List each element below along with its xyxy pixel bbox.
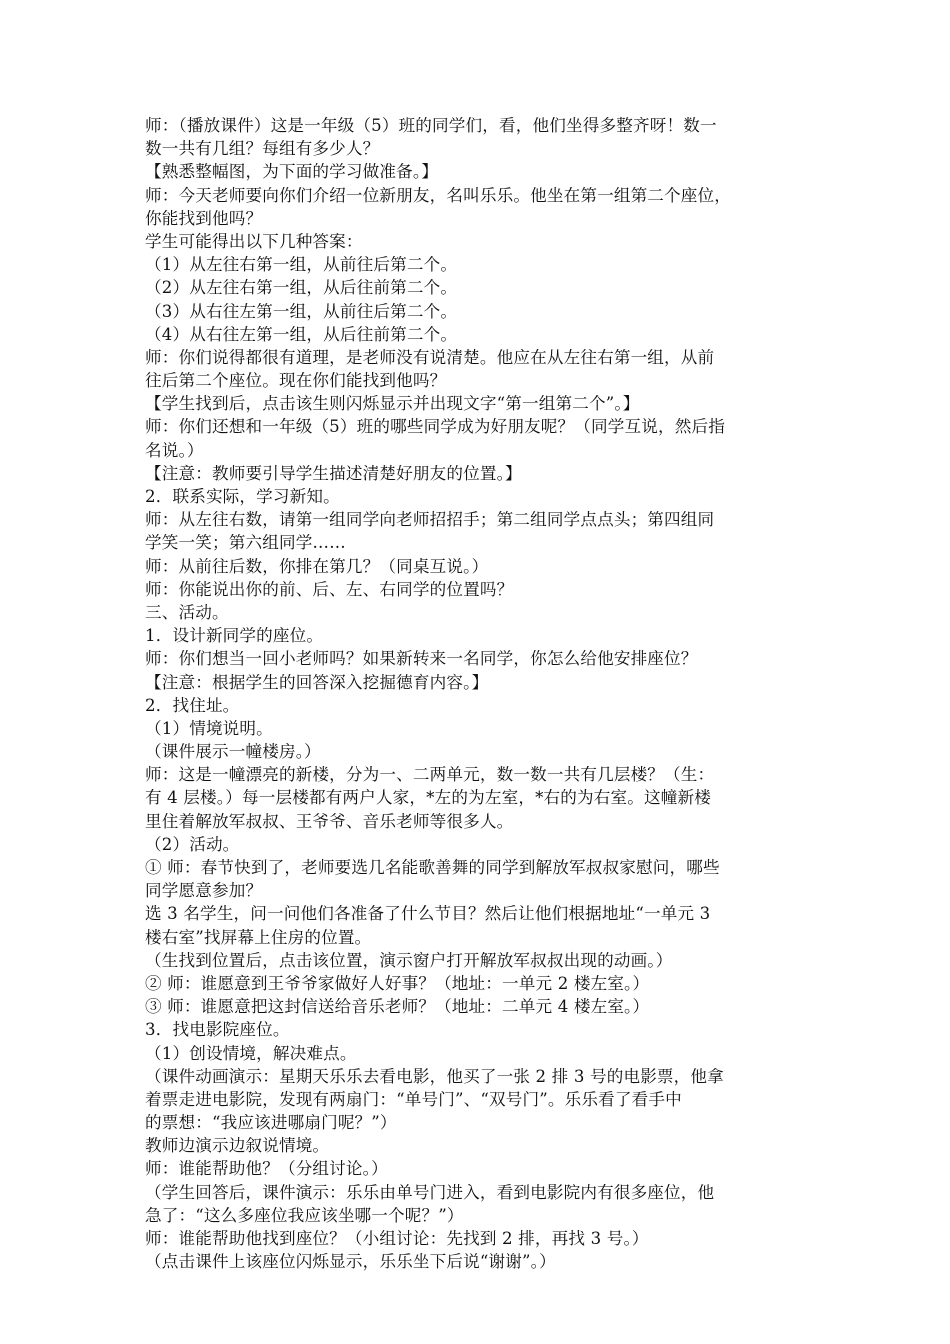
text-line: 师：（播放课件）这是一年级（5）班的同学们，看，他们坐得多整齐呀！数一 (145, 116, 717, 135)
text-line: 往后第二个座位。现在你们能找到他吗？ (145, 371, 447, 391)
text-line: 楼右室”找屏幕上住房的位置。 (145, 927, 372, 947)
text-line: 着票走进电影院，发现有两扇门：“单号门”、“双号门”。乐乐看了看手中 (145, 1089, 682, 1109)
text-line: 有 4 层楼。）每一层楼都有两户人家，*左的为左室，*右的为右室。这幢新楼 (145, 788, 711, 808)
text-line: 选 3 名学生，问一问他们各准备了什么节目？然后让他们根据地址“一单元 3 (145, 904, 711, 924)
text-line: （2）活动。 (145, 834, 240, 854)
text-line: 3．找电影院座位。 (145, 1020, 290, 1040)
text-line: （4）从右往左第一组，从后往前第二个。 (145, 324, 458, 344)
text-line: 【注意：根据学生的回答深入挖掘德育内容。】 (145, 672, 489, 692)
text-line: （1）创设情境，解决难点。 (145, 1043, 357, 1063)
text-line: 师：你能说出你的前、后、左、右同学的位置吗？ (145, 579, 514, 599)
text-line: 【熟悉整幅图，为下面的学习做准备。】 (145, 162, 439, 182)
text-line: （课件展示一幢楼房。） (145, 742, 321, 762)
text-line: 师：你们想当一回小老师吗？如果新转来一名同学，你怎么给他安排座位？ (145, 649, 698, 669)
text-line: ① 师：春节快到了，老师要选几名能歌善舞的同学到解放军叔叔家慰问，哪些 (145, 858, 720, 877)
document-body (145, 114, 810, 1273)
text-line: 学笑一笑；第六组同学…… (145, 533, 346, 553)
text-line: 2．联系实际，学习新知。 (145, 487, 340, 506)
text-line: （课件动画演示：星期天乐乐去看电影，他买了一张 2 排 3 号的电影票，他拿 (145, 1066, 724, 1086)
text-line: 同学愿意参加？ (145, 881, 263, 901)
text-line: 2．找住址。 (145, 695, 240, 715)
text-line: 师：谁能帮助他找到座位？（小组讨论：先找到 2 排，再找 3 号。） (145, 1229, 649, 1248)
text-line: 三、活动。 (145, 602, 229, 622)
text-line: （1）从左往右第一组，从前往后第二个。 (145, 255, 458, 275)
text-line: ③ 师：谁愿意把这封信送给音乐老师？（地址：二单元 4 楼左室。） (145, 997, 650, 1017)
text-line: （1）情境说明。 (145, 718, 273, 738)
text-line: （3）从右往左第一组，从前往后第二个。 (145, 301, 458, 321)
text-line: 师：从前往后数，你排在第几？（同桌互说。） (145, 556, 489, 576)
text-line: （点击课件上该座位闪烁显示，乐乐坐下后说“谢谢”。） (145, 1252, 556, 1272)
text-line: （学生回答后，课件演示：乐乐由单号门进入，看到电影院内有很多座位，他 (145, 1182, 715, 1202)
text-line: （2）从左往右第一组，从后往前第二个。 (145, 278, 458, 298)
text-line: 师：从左往右数，请第一组同学向老师招招手；第二组同学点点头；第四组同 (145, 510, 715, 530)
text-line: 里住着解放军叔叔、王爷爷、音乐老师等很多人。 (145, 811, 514, 831)
text-line: 的票想：“我应该进哪扇门呢？”） (145, 1113, 397, 1133)
text-line: （生找到位置后，点击该位置，演示窗户打开解放军叔叔出现的动画。） (145, 950, 673, 970)
text-line: 【学生找到后，点击该生则闪烁显示并出现文字“第一组第二个”。】 (145, 394, 640, 414)
text-line: 教师边演示边叙说情境。 (145, 1136, 330, 1156)
text-line: 师：你们还想和一年级（5）班的哪些同学成为好朋友呢？（同学互说，然后指 (145, 417, 725, 437)
text-line: 师：谁能帮助他？（分组讨论。） (145, 1159, 388, 1179)
text-line: 1．设计新同学的座位。 (145, 626, 324, 646)
text-line: 你能找到他吗？ (145, 208, 263, 228)
text-line: ② 师：谁愿意到王爷爷家做好人好事？（地址：一单元 2 楼左室。） (145, 973, 650, 993)
text-line: 师：这是一幢漂亮的新楼，分为一、二两单元，数一数一共有几层楼？（生： (145, 765, 715, 785)
text-line: 师：今天老师要向你们介绍一位新朋友，名叫乐乐。他坐在第一组第二个座位， (145, 185, 732, 205)
text-line: 数一共有几组？每组有多少人？ (145, 139, 380, 159)
text-line: 急了：“这么多座位我应该坐哪一个呢？”） (145, 1205, 464, 1225)
text-line: 【注意：教师要引导学生描述清楚好朋友的位置。】 (145, 463, 522, 483)
text-line: 名说。） (145, 440, 204, 460)
text-line: 师：你们说得都很有道理，是老师没有说清楚。他应在从左往右第一组，从前 (145, 347, 715, 367)
text-line: 学生可能得出以下几种答案： (145, 231, 363, 251)
